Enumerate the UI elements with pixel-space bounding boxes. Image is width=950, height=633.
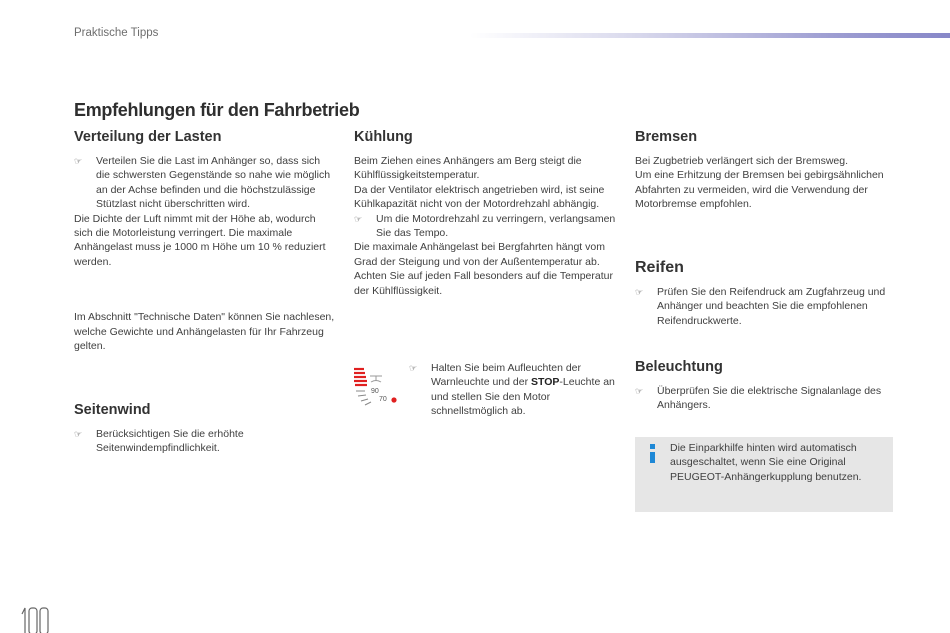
- info-icon: [647, 444, 657, 464]
- page-number: [20, 606, 50, 633]
- bullet-crosswind: ☞ Berücksichtigen Sie die erhöhte Seitenwindempfindlichkeit.: [74, 428, 244, 455]
- pointing-hand-icon: ☞: [74, 156, 83, 166]
- pointing-hand-icon: ☞: [635, 386, 644, 396]
- info-box: [635, 437, 893, 512]
- paragraph-technical-data: Im Abschnitt "Technische Daten" können Sie nachlesen, welche Gewichte und Anhängelasten für Ihr Fahrzeug gelten.: [74, 311, 335, 353]
- page-number-graphic: [20, 606, 50, 633]
- heading-crosswind: Seitenwind: [74, 402, 151, 418]
- column-crosswind: [74, 401, 336, 456]
- gauge-label-90: 90: [371, 388, 379, 395]
- heading-brakes: Bremsen: [635, 129, 698, 145]
- header-gradient-bar: [470, 33, 950, 38]
- heading-load-distribution: Verteilung der Lasten: [74, 129, 222, 145]
- paragraph-braking-distance: Bei Zugbetrieb verlängert sich der Bremsweg.: [635, 155, 849, 167]
- heading-tyres: Reifen: [635, 259, 684, 276]
- column-tyres: [635, 259, 897, 328]
- info-text: Die Einparkhilfe hinten wird automatisch ausgeschaltet, wenn Sie eine Original PEUGEOT-Anhängerkupplung benutzen.: [670, 442, 862, 483]
- gauge-label-70: 70: [379, 396, 387, 403]
- pointing-hand-icon: ☞: [635, 287, 644, 297]
- stop-warning-block: [409, 361, 617, 419]
- pointing-hand-icon: ☞: [74, 429, 83, 439]
- pointing-hand-icon: ☞: [354, 213, 363, 224]
- bullet-tyre-pressure: ☞ Prüfen Sie den Reifendruck am Zugfahrzeug und Anhänger und beachten Sie die empfohlenen Reifendruckwerte.: [635, 286, 886, 327]
- bullet-signal-check: ☞ Überprüfen Sie die elektrische Signalanlage des Anhängers.: [635, 385, 882, 412]
- coolant-temperature-gauge-icon: [352, 364, 402, 410]
- column-lighting: [635, 358, 897, 413]
- column-load-distribution: [74, 128, 336, 353]
- column-brakes: [635, 128, 897, 212]
- page-title: Empfehlungen für den Fahrbetrieb: [74, 100, 360, 120]
- paragraph-fan: Da der Ventilator elektrisch angetrieben wird, ist seine Kühlkapazität nicht von der Motordrehzahl abhängig.: [354, 183, 605, 211]
- bullet-stop-warning: ☞ Halten Sie beim Aufleuchten der Warnleuchte und der STOP-Leuchte an und stellen Sie den Motor schnellstmöglich ab.: [409, 362, 615, 418]
- paragraph-max-trailer-load: Die maximale Anhängelast bei Bergfahrten hängt vom Grad der Steigung und von der Außentemperatur ab. Achten Sie auf jeden Fall besonders auf die Temperatur der Kühlflüssigkeit.: [354, 241, 613, 297]
- pointing-hand-icon: ☞: [409, 363, 418, 373]
- paragraph-air-density: Die Dichte der Luft nimmt mit der Höhe ab, wodurch sich die Motorleistung verringert. Die maximale Anhängelast muss je 1000 m Höhe um 10 % reduziert werden.: [74, 212, 326, 268]
- heading-lighting: Beleuchtung: [635, 359, 723, 375]
- stop-keyword: STOP: [531, 376, 560, 389]
- bullet-reduce-rpm: ☞ Um die Motordrehzahl zu verringern, verlangsamen Sie das Tempo.: [354, 212, 616, 240]
- heading-cooling: Kühlung: [354, 129, 413, 145]
- paragraph-coolant-temp: Beim Ziehen eines Anhängers am Berg steigt die Kühlflüssigkeitstemperatur.: [354, 155, 582, 182]
- paragraph-engine-brake: Um eine Erhitzung der Bremsen bei gebirgsähnlichen Abfahrten zu vermeiden, wird die Verwendung der Motorbremse empfohlen.: [635, 169, 884, 211]
- column-cooling: [354, 128, 616, 298]
- section-header: Praktische Tipps: [74, 27, 159, 39]
- bullet-load-distribution: ☞ Verteilen Sie die Last im Anhänger so, dass sich die schwersten Gegenstände so nahe wie möglich an der Achse befinden und die höchstzulässige Stützlast nicht überschritten wird.: [74, 155, 331, 211]
